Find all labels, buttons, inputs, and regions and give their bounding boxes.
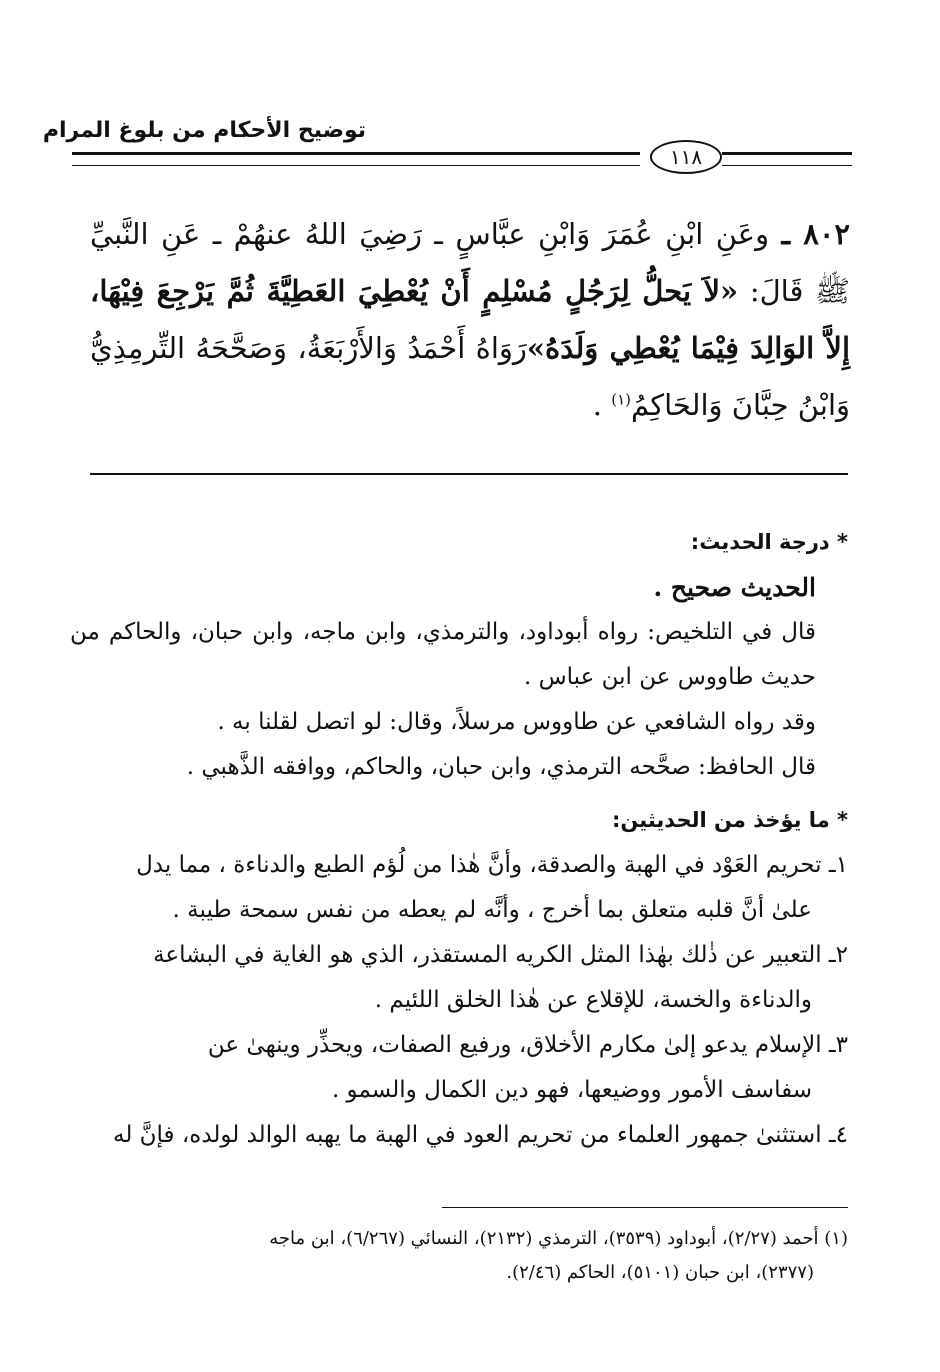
lesson-item [70, 843, 848, 933]
lesson-line-continued: والدناءة والخسة، للإقلاع عن هٰذا الخلق اللئيم . [374, 987, 812, 1013]
lesson-line: ٢ـ التعبير عن ذٰلك بهٰذا المثل الكريه المستقذر، الذي هو الغاية في البشاعة [153, 942, 848, 968]
lesson-item [70, 1023, 848, 1113]
lesson-item [70, 933, 848, 1023]
footnote-ref: (١) [611, 390, 631, 409]
footnote [70, 1222, 848, 1290]
hadith-number: ٨٠٢ ـ [781, 217, 851, 251]
lesson-item [70, 1113, 848, 1158]
lesson-line-continued: سفاسف الأمور ووضيعها، فهو دين الكمال والسمو . [331, 1077, 812, 1103]
commentary [70, 520, 848, 1158]
section-divider [90, 473, 848, 475]
header-rule [72, 145, 852, 169]
heading-lessons: * ما يؤخذ من الحديثين: [611, 808, 848, 832]
grade-paragraph-3: قال الحافظ: صحَّحه الترمذي، وابن حبان، والحاكم، ووافقه الذَّهبي . [186, 754, 816, 780]
footnote-line-continued: (٢٣٧٧)، ابن حبان (٥١٠١)، الحاكم (٢/٤٦). [506, 1262, 814, 1283]
lesson-line-continued: علىٰ أنَّ قلبه متعلق بما أخرج ، وأنَّه لم يعطه من نفس سمحة طيبة . [172, 897, 812, 923]
running-header-title: توضيح الأحكام من بلوغ المرام [42, 118, 366, 143]
heading-hadith-grade: * درجة الحديث: [690, 530, 848, 554]
header-rule-right [722, 152, 852, 166]
hadith-end: . [592, 388, 602, 422]
page-number: ١١٨ [650, 140, 722, 174]
header-rule-left [72, 152, 640, 166]
hadith-grade-verdict: الحديث صحيح . [653, 573, 816, 602]
hadith-quote: «لاَ يَحلُّ لِرَجُلٍ مُسْلِمٍ أَنْ يُعْطِيَ العَطِيَّةَ ثُمَّ يَرْجِعَ فِيْهَا، إِلاَّ الوَالِدَ فِيْمَا يُعْطِي وَلَدَهُ» [90, 274, 850, 365]
hadith-intro: وعَنِ ابْنِ عُمَرَ وَابْنِ عبَّاسٍ ـ رَضِيَ اللهُ عنهُمْ ـ عَنِ النَّبيِّ ﷺ قَالَ: [90, 217, 850, 308]
hadith-narration: رَوَاهُ أَحْمَدُ وَالأَرْبَعَةُ، وَصَحَّحَهُ التِّرمِذِيُّ وَابْنُ حِبَّانَ وَالحَاكِمُ [90, 331, 850, 422]
footnote-line: (١) أحمد (٢/٢٧)، أبوداود (٣٥٣٩)، الترمذي (٢١٣٢)، النسائي (٦/٢٦٧)، ابن ماجه [269, 1228, 848, 1249]
grade-paragraph-2: وقد رواه الشافعي عن طاووس مرسلاً، وقال: لو اتصل لقلنا به . [217, 709, 816, 735]
grade-paragraph-1: قال في التلخيص: رواه أبوداود، والترمذي، وابن ماجه، وابن حبان، والحاكم من حديث طاووس عن ابن عباس . [70, 619, 816, 690]
lesson-line: ١ـ تحريم العَوْد في الهبة والصدقة، وأنَّ هٰذا من لُؤم الطبع والدناءة ، مما يدل [136, 852, 848, 878]
footnote-rule [442, 1207, 848, 1208]
lesson-line: ٤ـ استثنىٰ جمهور العلماء من تحريم العود في الهبة ما يهبه الوالد لولده، فإنَّ له [113, 1122, 848, 1148]
lesson-line: ٣ـ الإسلام يدعو إلىٰ مكارم الأخلاق، ورفيع الصفات، ويحذِّر وينهىٰ عن [207, 1032, 848, 1058]
hadith-text [90, 206, 850, 434]
